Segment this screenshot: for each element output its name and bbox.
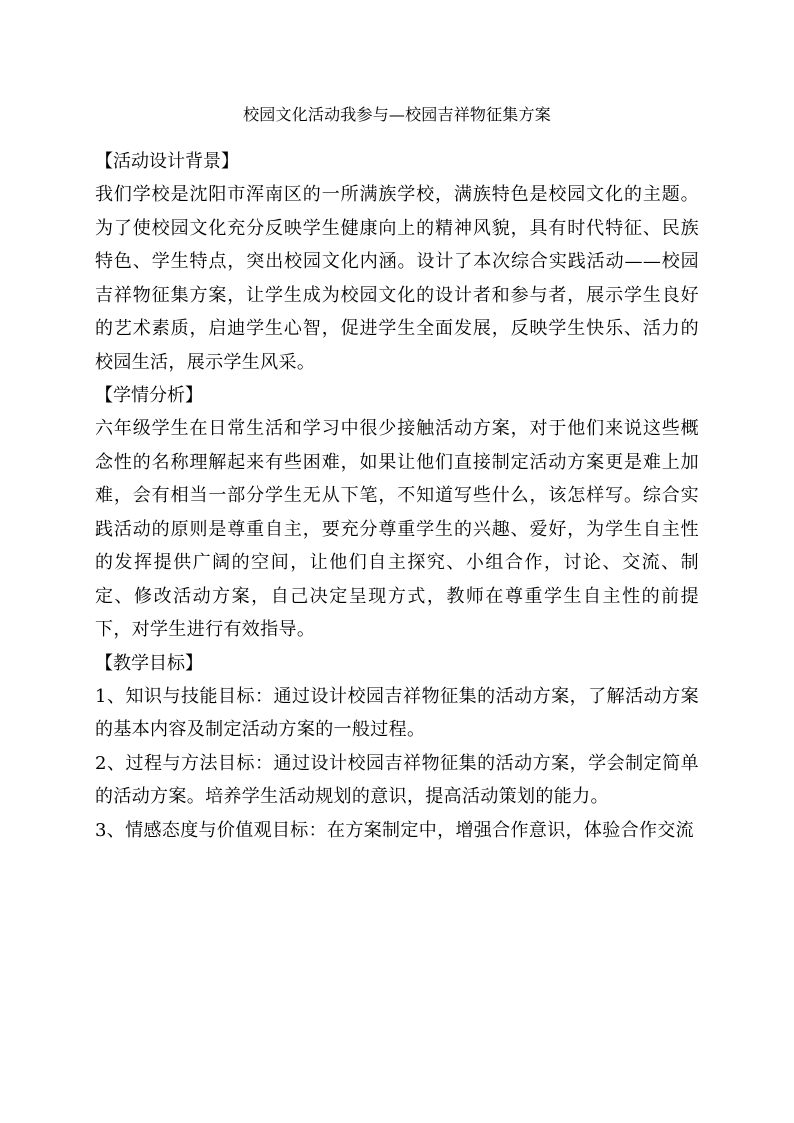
section-heading-student-analysis: 【学情分析】 bbox=[95, 385, 203, 406]
section-background bbox=[95, 145, 699, 379]
section-heading-teaching-goals: 【教学目标】 bbox=[95, 652, 203, 674]
document-body bbox=[95, 96, 699, 847]
section-teaching-goals bbox=[95, 647, 699, 848]
section-student-analysis bbox=[95, 379, 699, 647]
goal-emotion-values: 3、情感态度与价值观目标：在方案制定中，增强合作意识，体验合作交流 bbox=[95, 819, 694, 841]
goal-process-methods: 2、过程与方法目标：通过设计校园吉祥物征集的活动方案，学会制定简单的活动方案。培养学生活动规划的意识，提高活动策划的能力。 bbox=[95, 752, 699, 807]
document-title: 校园文化活动我参与—校园吉祥物征集方案 bbox=[243, 105, 551, 124]
paragraph-student-analysis: 六年级学生在日常生活和学习中很少接触活动方案，对于他们来说这些概念性的名称理解起来有些困难，如果让他们直接制定活动方案更是难上加难，会有相当一部分学生无从下笔，不知道写些什么，该怎样写。综合实践活动的原则是尊重自主，要充分尊重学生的兴趣、爱好，为学生自主性的发挥提供广阔的空间，让他们自主探究、小组合作，讨论、交流、制定、修改活动方案，自己决定呈现方式，教师在尊重学生自主性的前提下，对学生进行有效指导。 bbox=[95, 418, 699, 640]
goal-knowledge-skills: 1、知识与技能目标：通过设计校园吉祥物征集的活动方案，了解活动方案的基本内容及制定活动方案的一般过程。 bbox=[95, 685, 699, 740]
section-heading-background: 【活动设计背景】 bbox=[95, 151, 239, 172]
paragraph-background: 我们学校是沈阳市浑南区的一所满族学校，满族特色是校园文化的主题。为了使校园文化充分反映学生健康向上的精神风貌，具有时代特征、民族特色、学生特点，突出校园文化内涵。设计了本次综合实践活动——校园吉祥物征集方案，让学生成为校园文化的设计者和参与者，展示学生良好的艺术素质，启迪学生心智，促进学生全面发展，反映学生快乐、活力的校园生活，展示学生风采。 bbox=[95, 184, 699, 373]
